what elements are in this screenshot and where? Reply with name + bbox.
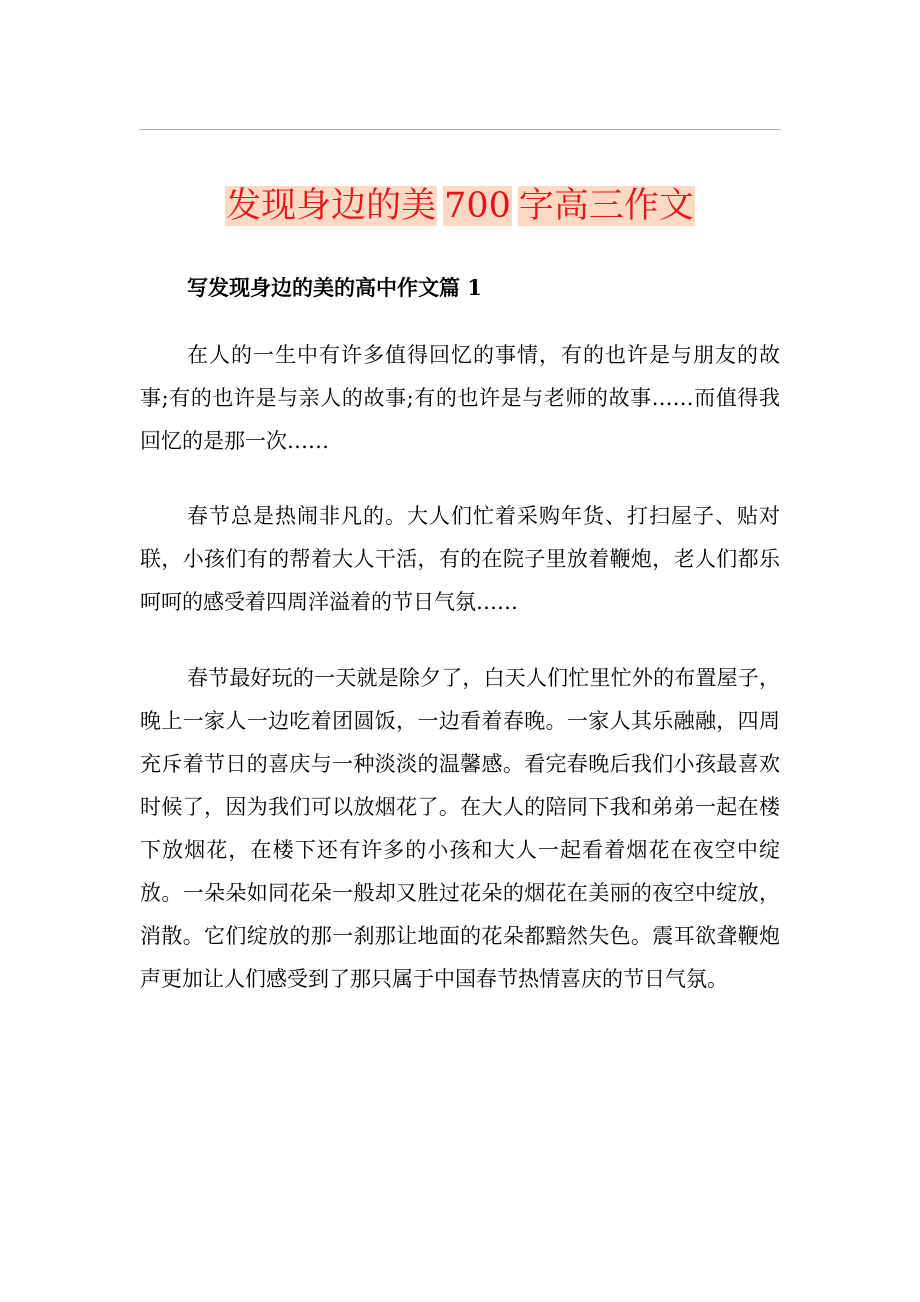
paragraph-2: 春节总是热闹非凡的。大人们忙着采购年货、打扫屋子、贴对联，小孩们有的帮着大人干活，有的在院子里放着鞭炮，老人们都乐呵呵的感受着四周洋溢着的节日气氛……	[140, 504, 780, 614]
paragraph-1: 在人的一生中有许多值得回忆的事情，有的也许是与朋友的故事;有的也许是与亲人的故事;有的也许是与老师的故事……而值得我回忆的是那一次……	[140, 343, 780, 453]
title-part-1: 发现身边的美	[226, 186, 437, 227]
paragraph-3: 春节最好玩的一天就是除夕了，白天人们忙里忙外的布置屋子，晚上一家人一边吃着团圆饭，一边看着春晚。一家人其乐融融，四周充斥着节日的喜庆与一种淡淡的温馨感。看完春晚后我们小孩最喜欢时候了，因为我们可以放烟花了。在大人的陪同下我和弟弟一起在楼下放烟花，在楼下还有许多的小孩和大人一起看着烟花在夜空中绽放。一朵朵如同花朵一般却又胜过花朵的烟花在美丽的夜空中绽放，消散。它们绽放的那一刹那让地面的花朵都黯然失色。震耳欲聋鞭炮声更加让人们感受到了那只属于中国春节热情喜庆的节日气氛。	[140, 666, 780, 991]
title-part-3: 字高三作文	[518, 186, 694, 227]
title-part-2: 700	[444, 186, 511, 227]
section-heading: 写发现身边的美的高中作文篇 1	[187, 275, 482, 300]
document-title	[0, 183, 920, 229]
header-rule	[139, 129, 781, 130]
